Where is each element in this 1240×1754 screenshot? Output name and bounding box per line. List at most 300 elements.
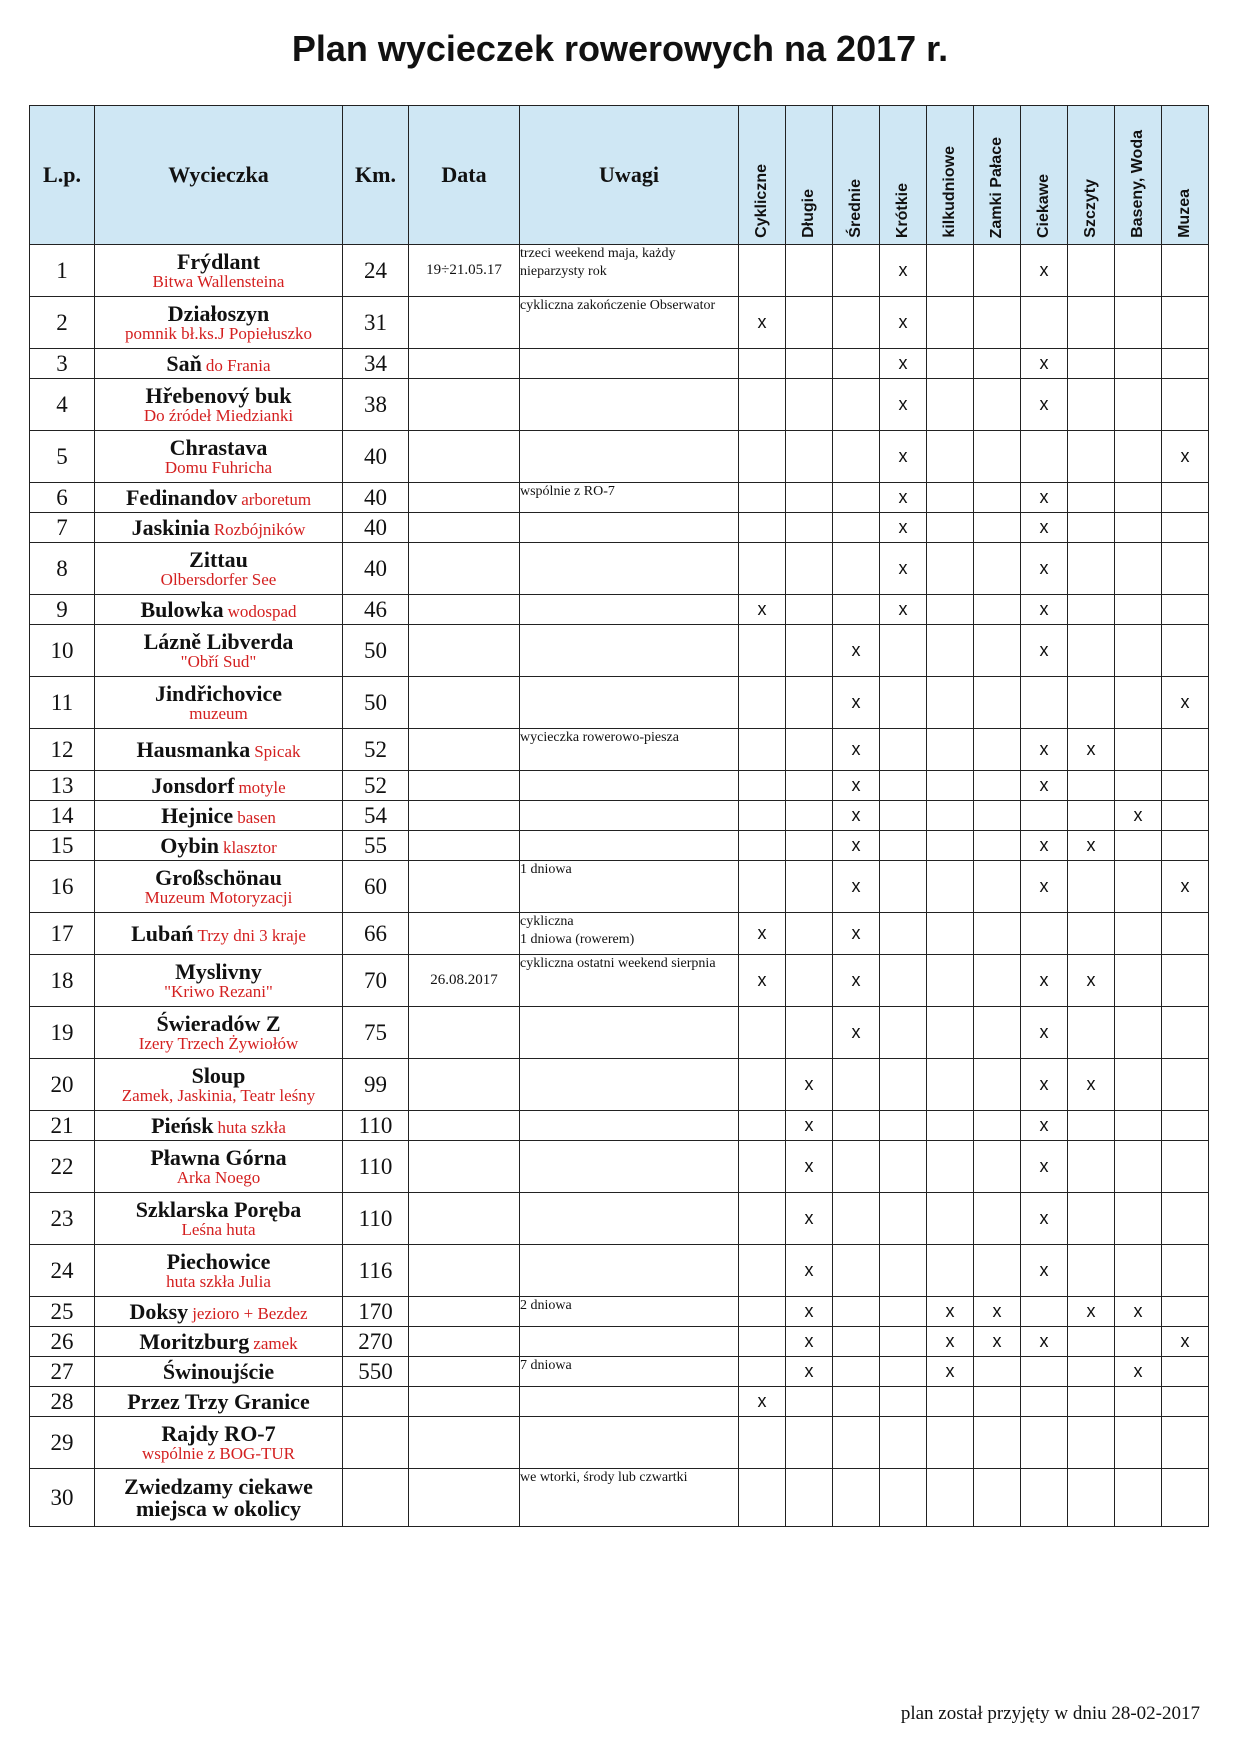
trip-subtitle: do Frania — [205, 355, 271, 375]
trip-notes: 2 dniowa — [520, 1297, 739, 1327]
trip-notes — [520, 625, 739, 677]
row-number: 17 — [30, 913, 95, 955]
category-mark — [927, 1469, 974, 1527]
category-mark — [880, 861, 927, 913]
category-mark: x — [739, 913, 786, 955]
category-mark — [786, 431, 833, 483]
category-mark — [739, 513, 786, 543]
category-mark — [1068, 1245, 1115, 1297]
category-mark: x — [1115, 1357, 1162, 1387]
category-mark — [1021, 431, 1068, 483]
trip-cell — [95, 729, 343, 771]
table-row — [30, 431, 1209, 483]
trip-date — [409, 1007, 520, 1059]
trip-name: Myslivny — [175, 958, 262, 984]
distance-km: 66 — [343, 913, 409, 955]
trip-subtitle: muzeum — [189, 703, 248, 723]
trip-notes — [520, 431, 739, 483]
table-row — [30, 595, 1209, 625]
category-mark — [927, 1111, 974, 1141]
category-mark: x — [1068, 831, 1115, 861]
category-mark: x — [833, 677, 880, 729]
category-mark — [1115, 677, 1162, 729]
category-mark: x — [1021, 729, 1068, 771]
row-number: 2 — [30, 297, 95, 349]
category-mark — [1162, 1007, 1209, 1059]
category-mark — [1115, 729, 1162, 771]
category-mark — [1115, 349, 1162, 379]
category-mark: x — [1021, 1327, 1068, 1357]
distance-km: 31 — [343, 297, 409, 349]
header-category-szczyty — [1068, 106, 1115, 245]
category-mark: x — [1021, 543, 1068, 595]
trip-cell — [95, 801, 343, 831]
category-mark — [1115, 513, 1162, 543]
trip-cell — [95, 913, 343, 955]
header-category-dlugie — [786, 106, 833, 245]
distance-km: 50 — [343, 677, 409, 729]
category-mark — [786, 543, 833, 595]
category-mark — [1162, 625, 1209, 677]
category-mark — [1162, 1357, 1209, 1387]
category-mark — [880, 625, 927, 677]
trip-name: Pławna Górna — [150, 1144, 287, 1170]
category-mark: x — [1115, 801, 1162, 831]
trip-subtitle: klasztor — [222, 837, 277, 857]
category-mark — [1068, 1193, 1115, 1245]
category-mark — [880, 1193, 927, 1245]
category-mark — [833, 543, 880, 595]
category-mark: x — [1115, 1297, 1162, 1327]
row-number: 3 — [30, 349, 95, 379]
category-mark — [880, 1469, 927, 1527]
category-mark — [1021, 913, 1068, 955]
category-mark — [1162, 1469, 1209, 1527]
trip-cell — [95, 349, 343, 379]
header-date: Data — [409, 106, 520, 245]
header-km: Km. — [343, 106, 409, 245]
page-title: Plan wycieczek rowerowych na 2017 r. — [291, 28, 949, 69]
category-mark: x — [786, 1141, 833, 1193]
category-mark: x — [739, 1387, 786, 1417]
trip-cell — [95, 955, 343, 1007]
trip-cell — [95, 1141, 343, 1193]
trip-subtitle: Trzy dni 3 kraje — [197, 925, 306, 945]
category-mark — [974, 297, 1021, 349]
distance-km: 70 — [343, 955, 409, 1007]
row-number: 25 — [30, 1297, 95, 1327]
row-number: 14 — [30, 801, 95, 831]
distance-km — [343, 1387, 409, 1417]
distance-km: 24 — [343, 245, 409, 297]
category-mark — [1162, 955, 1209, 1007]
trip-name: Przez Trzy Granice — [127, 1388, 310, 1414]
category-mark — [880, 955, 927, 1007]
category-mark — [833, 297, 880, 349]
category-mark — [833, 595, 880, 625]
category-mark: x — [880, 431, 927, 483]
trip-subtitle: "Kriwo Rezani" — [164, 981, 273, 1001]
category-mark — [1115, 483, 1162, 513]
category-mark — [1115, 1059, 1162, 1111]
trip-notes — [520, 1245, 739, 1297]
trip-cell — [95, 1193, 343, 1245]
trip-date — [409, 297, 520, 349]
category-mark: x — [1021, 1193, 1068, 1245]
table-row — [30, 1387, 1209, 1417]
category-mark — [880, 1141, 927, 1193]
trip-notes: we wtorki, środy lub czwartki — [520, 1469, 739, 1527]
category-mark — [974, 1059, 1021, 1111]
category-mark — [974, 1245, 1021, 1297]
table-row — [30, 771, 1209, 801]
category-mark — [739, 1111, 786, 1141]
header-category-label: Średnie — [847, 179, 864, 238]
category-mark — [1068, 1111, 1115, 1141]
trip-date — [409, 729, 520, 771]
category-mark — [786, 677, 833, 729]
category-mark — [1021, 677, 1068, 729]
category-mark — [927, 1387, 974, 1417]
category-mark — [880, 1007, 927, 1059]
category-mark — [880, 1111, 927, 1141]
category-mark — [786, 831, 833, 861]
category-mark: x — [880, 483, 927, 513]
category-mark — [927, 1059, 974, 1111]
table-row — [30, 831, 1209, 861]
trip-date — [409, 513, 520, 543]
distance-km: 40 — [343, 483, 409, 513]
category-mark — [786, 349, 833, 379]
category-mark — [739, 801, 786, 831]
category-mark: x — [1021, 1111, 1068, 1141]
category-mark — [1068, 1417, 1115, 1469]
trip-name: Jaskinia — [131, 514, 210, 540]
trip-name: Świeradów Z — [156, 1010, 281, 1036]
category-mark — [880, 1357, 927, 1387]
header-category-kilkudniowe — [927, 106, 974, 245]
category-mark — [1162, 595, 1209, 625]
category-mark — [1068, 1141, 1115, 1193]
trip-date — [409, 1387, 520, 1417]
category-mark — [1115, 1111, 1162, 1141]
category-mark — [833, 349, 880, 379]
category-mark — [739, 729, 786, 771]
category-mark — [974, 1111, 1021, 1141]
category-mark: x — [786, 1193, 833, 1245]
trip-notes: wycieczka rowerowo-piesza — [520, 729, 739, 771]
header-category-label: Szczyty — [1082, 179, 1099, 238]
trip-notes — [520, 1417, 739, 1469]
category-mark — [833, 483, 880, 513]
trip-date — [409, 543, 520, 595]
category-mark — [739, 543, 786, 595]
table-row — [30, 1111, 1209, 1141]
trip-cell — [95, 379, 343, 431]
category-mark: x — [833, 729, 880, 771]
trip-date — [409, 1193, 520, 1245]
trip-notes — [520, 831, 739, 861]
category-mark — [927, 513, 974, 543]
category-mark — [786, 729, 833, 771]
category-mark — [1115, 861, 1162, 913]
row-number: 29 — [30, 1417, 95, 1469]
distance-km: 46 — [343, 595, 409, 625]
trip-notes — [520, 1141, 739, 1193]
category-mark — [786, 1007, 833, 1059]
category-mark — [1115, 955, 1162, 1007]
trip-date — [409, 595, 520, 625]
row-number: 16 — [30, 861, 95, 913]
category-mark: x — [880, 297, 927, 349]
category-mark — [1068, 677, 1115, 729]
trip-name: Chrastava — [169, 434, 268, 460]
category-mark: x — [1021, 1245, 1068, 1297]
category-mark — [1068, 1007, 1115, 1059]
trip-cell — [95, 1007, 343, 1059]
category-mark: x — [1021, 595, 1068, 625]
category-mark — [1068, 1469, 1115, 1527]
category-mark — [739, 431, 786, 483]
header-lp: L.p. — [30, 106, 95, 245]
category-mark — [833, 1469, 880, 1527]
category-mark — [974, 431, 1021, 483]
trip-cell — [95, 595, 343, 625]
category-mark: x — [833, 1007, 880, 1059]
trip-date — [409, 801, 520, 831]
category-mark — [1021, 297, 1068, 349]
trip-subtitle: jezioro + Bezdez — [192, 1303, 308, 1323]
trip-notes — [520, 379, 739, 431]
trip-subtitle: basen — [237, 807, 276, 827]
trip-name: Oybin — [160, 832, 219, 858]
category-mark — [974, 955, 1021, 1007]
trip-date — [409, 431, 520, 483]
row-number: 6 — [30, 483, 95, 513]
category-mark: x — [880, 245, 927, 297]
category-mark — [927, 1193, 974, 1245]
trip-cell — [95, 1111, 343, 1141]
category-mark — [1115, 543, 1162, 595]
table-row — [30, 349, 1209, 379]
category-mark — [1162, 1417, 1209, 1469]
trip-notes — [520, 801, 739, 831]
category-mark: x — [1162, 861, 1209, 913]
trip-name: Rajdy RO-7 — [161, 1420, 276, 1446]
trip-cell — [95, 431, 343, 483]
category-mark — [1068, 297, 1115, 349]
category-mark — [786, 913, 833, 955]
category-mark — [1115, 379, 1162, 431]
trip-subtitle: wspólnie z BOG-TUR — [142, 1443, 295, 1463]
category-mark — [786, 625, 833, 677]
trip-cell — [95, 297, 343, 349]
category-mark — [974, 677, 1021, 729]
trip-name: Lubań — [131, 920, 194, 946]
distance-km: 50 — [343, 625, 409, 677]
trip-name: Doksy — [129, 1298, 189, 1324]
category-mark — [1162, 483, 1209, 513]
table-row — [30, 1297, 1209, 1327]
trip-date — [409, 1469, 520, 1527]
category-mark — [833, 1245, 880, 1297]
category-mark — [974, 729, 1021, 771]
category-mark — [786, 771, 833, 801]
category-mark: x — [1068, 1297, 1115, 1327]
category-mark — [1068, 349, 1115, 379]
distance-km: 52 — [343, 729, 409, 771]
category-mark: x — [927, 1297, 974, 1327]
trip-cell — [95, 1469, 343, 1527]
category-mark — [739, 861, 786, 913]
category-mark: x — [1068, 729, 1115, 771]
trip-date — [409, 1111, 520, 1141]
trip-date — [409, 483, 520, 513]
row-number: 28 — [30, 1387, 95, 1417]
distance-km: 34 — [343, 349, 409, 379]
category-mark — [739, 1245, 786, 1297]
category-mark — [833, 1387, 880, 1417]
category-mark — [1068, 431, 1115, 483]
trip-notes — [520, 771, 739, 801]
trip-date — [409, 771, 520, 801]
category-mark: x — [1162, 1327, 1209, 1357]
header-category-srednie — [833, 106, 880, 245]
category-mark — [974, 625, 1021, 677]
trip-subtitle: Bitwa Wallensteina — [152, 271, 285, 291]
category-mark — [927, 801, 974, 831]
category-mark: x — [739, 955, 786, 1007]
category-mark: x — [974, 1297, 1021, 1327]
category-mark — [1068, 625, 1115, 677]
category-mark: x — [927, 1327, 974, 1357]
trip-notes: cykliczna zakończenie Obserwator — [520, 297, 739, 349]
trip-cell — [95, 771, 343, 801]
trip-cell — [95, 245, 343, 297]
category-mark — [1068, 1357, 1115, 1387]
category-mark — [974, 913, 1021, 955]
category-mark — [786, 1387, 833, 1417]
trip-cell — [95, 1245, 343, 1297]
category-mark: x — [974, 1327, 1021, 1357]
header-category-baseny — [1115, 106, 1162, 245]
category-mark — [1115, 1245, 1162, 1297]
distance-km: 110 — [343, 1111, 409, 1141]
category-mark — [974, 513, 1021, 543]
trip-cell — [95, 1327, 343, 1357]
category-mark: x — [786, 1357, 833, 1387]
category-mark — [880, 1245, 927, 1297]
trip-name: Frýdlant — [176, 248, 261, 274]
footer-note: plan został przyjęty w dniu 28-02-2017 — [900, 1703, 1200, 1724]
category-mark: x — [739, 595, 786, 625]
trip-date — [409, 379, 520, 431]
category-mark — [739, 483, 786, 513]
table-row — [30, 801, 1209, 831]
trip-name: Saň — [166, 350, 202, 376]
trip-name: Fedinandov — [125, 484, 238, 510]
category-mark — [1162, 1111, 1209, 1141]
category-mark — [927, 677, 974, 729]
trip-name: Hejnice — [161, 802, 234, 828]
row-number: 26 — [30, 1327, 95, 1357]
distance-km: 60 — [343, 861, 409, 913]
row-number: 22 — [30, 1141, 95, 1193]
distance-km: 38 — [343, 379, 409, 431]
category-mark — [786, 861, 833, 913]
row-number: 13 — [30, 771, 95, 801]
category-mark — [739, 1059, 786, 1111]
table-row — [30, 625, 1209, 677]
category-mark — [1068, 1387, 1115, 1417]
category-mark — [786, 595, 833, 625]
category-mark — [1068, 379, 1115, 431]
category-mark — [739, 1007, 786, 1059]
trip-cell — [95, 1059, 343, 1111]
row-number: 15 — [30, 831, 95, 861]
category-mark — [1068, 1327, 1115, 1357]
trip-name: Moritzburg — [139, 1328, 250, 1354]
category-mark: x — [1068, 1059, 1115, 1111]
header-category-label: Cykliczne — [753, 164, 770, 238]
trip-name: Zwiedzamy ciekawe miejsca w okolicy — [124, 1473, 313, 1521]
category-mark — [927, 625, 974, 677]
trip-date — [409, 677, 520, 729]
category-mark — [1068, 543, 1115, 595]
category-mark — [1115, 831, 1162, 861]
category-mark — [974, 861, 1021, 913]
table-row — [30, 1417, 1209, 1469]
header-category-cykliczne — [739, 106, 786, 245]
header-category-label: Baseny, Woda — [1129, 130, 1146, 238]
category-mark: x — [833, 625, 880, 677]
trip-subtitle: arboretum — [241, 489, 312, 509]
trip-name: Pieńsk — [151, 1112, 214, 1138]
category-mark — [1162, 801, 1209, 831]
category-mark — [739, 245, 786, 297]
category-mark — [739, 1327, 786, 1357]
category-mark — [739, 677, 786, 729]
category-mark — [880, 801, 927, 831]
header-category-muzea — [1162, 106, 1209, 245]
category-mark — [1068, 245, 1115, 297]
category-mark: x — [1021, 379, 1068, 431]
category-mark — [927, 913, 974, 955]
trip-notes — [520, 1007, 739, 1059]
category-mark — [786, 801, 833, 831]
trip-date — [409, 913, 520, 955]
trip-subtitle: Olbersdorfer See — [160, 569, 277, 589]
trip-notes: trzeci weekend maja, każdy nieparzysty rok — [520, 245, 739, 297]
category-mark — [1162, 1141, 1209, 1193]
distance-km: 99 — [343, 1059, 409, 1111]
trip-name: Jindřichovice — [154, 680, 283, 706]
trip-subtitle: huta szkła — [217, 1117, 286, 1137]
category-mark — [927, 297, 974, 349]
category-mark: x — [1021, 1141, 1068, 1193]
category-mark: x — [927, 1357, 974, 1387]
header-category-label: Ciekawe — [1035, 173, 1052, 238]
category-mark — [974, 1193, 1021, 1245]
category-mark: x — [786, 1245, 833, 1297]
category-mark: x — [786, 1297, 833, 1327]
header-category-zamki — [974, 106, 1021, 245]
category-mark — [1115, 1387, 1162, 1417]
category-mark — [880, 729, 927, 771]
distance-km: 110 — [343, 1141, 409, 1193]
trip-notes: 7 dniowa — [520, 1357, 739, 1387]
category-mark — [974, 595, 1021, 625]
